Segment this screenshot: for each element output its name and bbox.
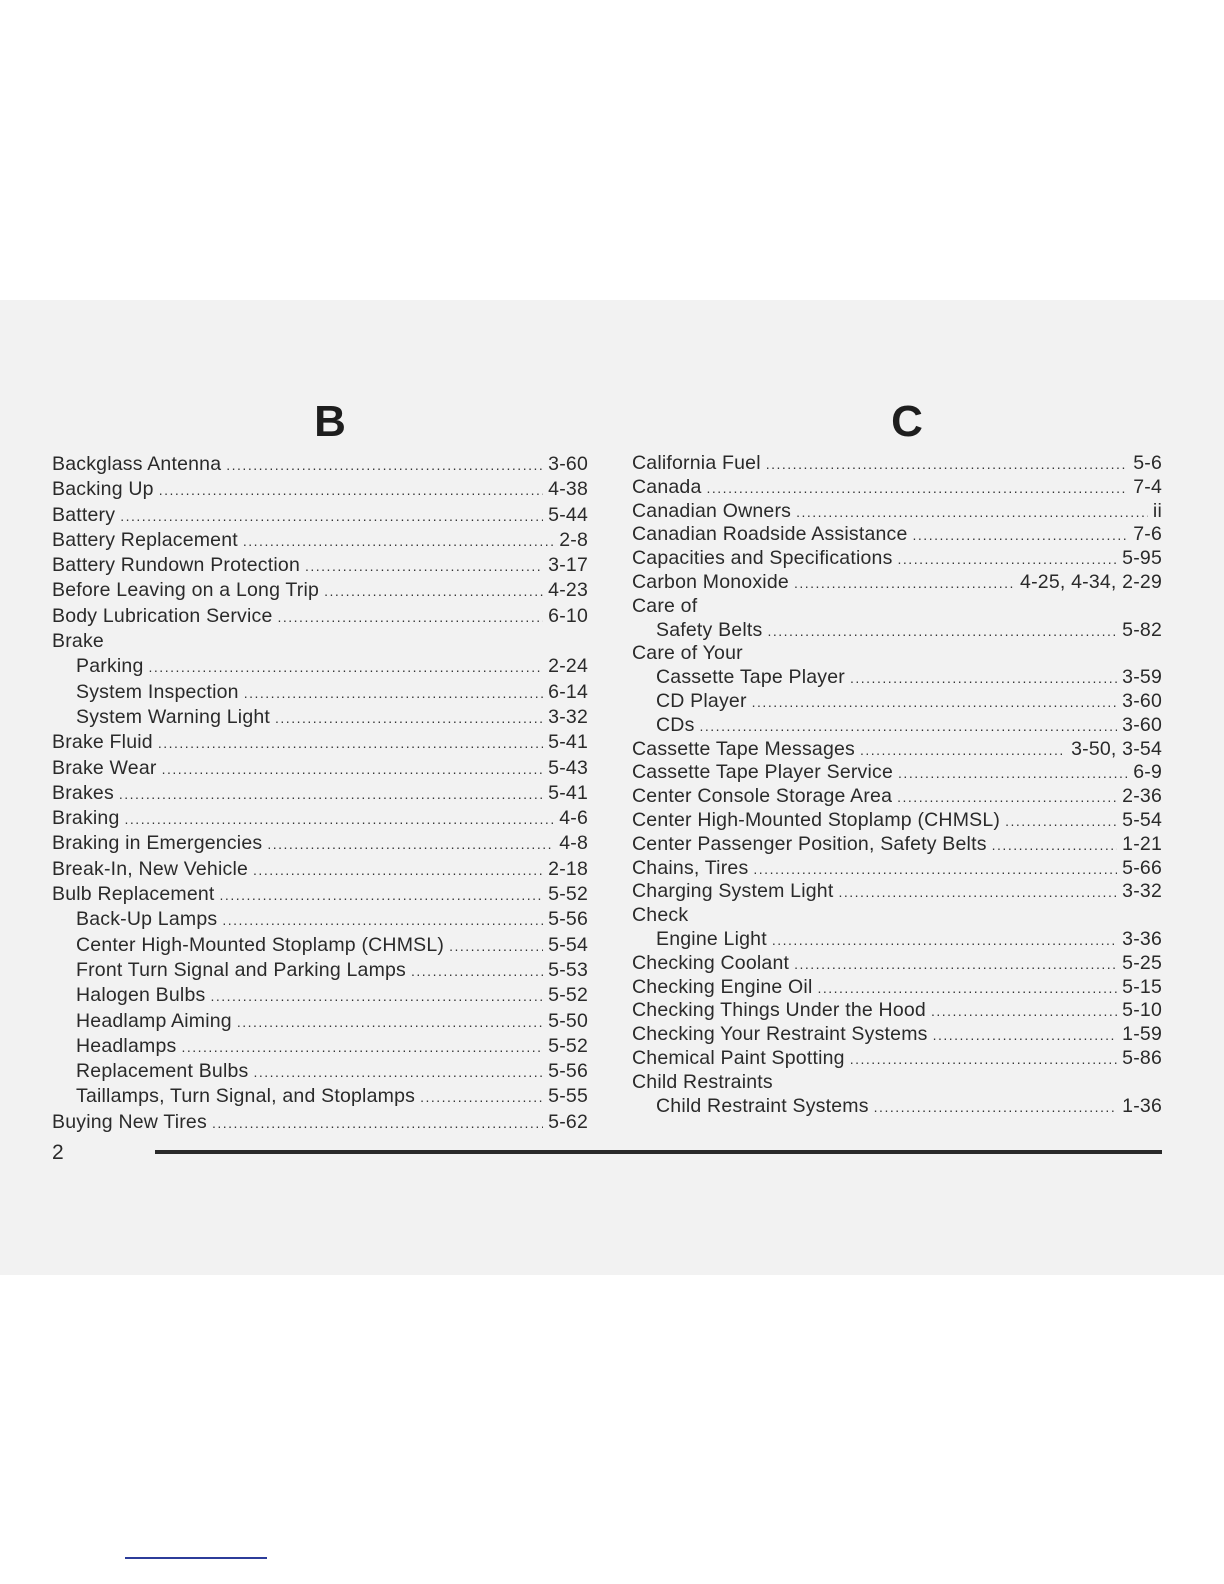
entry-page: 6-10 (548, 604, 588, 627)
index-entry[interactable] (52, 578, 588, 603)
dot-leader (766, 453, 1128, 477)
entry-text: Chemical Paint Spotting (632, 1046, 845, 1069)
entry-text: Battery (52, 503, 116, 526)
dot-leader (411, 959, 543, 984)
index-entry[interactable] (52, 503, 588, 528)
entry-text: Center High-Mounted Stoplamp (CHMSL) (76, 933, 445, 956)
dot-leader (222, 908, 543, 933)
index-subentry[interactable] (52, 1084, 588, 1109)
entry-page: 4-8 (559, 832, 588, 855)
section-letter-b: B (314, 397, 346, 446)
index-entry[interactable] (632, 857, 1162, 881)
index-entry[interactable] (632, 976, 1162, 1000)
entry-page: 5-15 (1122, 975, 1162, 998)
entry-page: 5-43 (548, 756, 588, 779)
entry-text: Halogen Bulbs (76, 984, 206, 1007)
entry-page: 4-25, 4-34, 2-29 (1020, 570, 1162, 593)
footer-rule (155, 1150, 1162, 1154)
index-subentry[interactable] (632, 690, 1162, 714)
index-heading (632, 595, 1162, 619)
entry-page: 4-38 (548, 478, 588, 501)
page-number: 2 (52, 1141, 64, 1164)
entry-page: 3-60 (1122, 713, 1162, 736)
entry-page: 3-17 (548, 554, 588, 577)
dot-leader (772, 929, 1117, 953)
entry-text: Parking (76, 655, 144, 678)
dot-leader (700, 715, 1118, 739)
entry-page: 3-59 (1122, 666, 1162, 689)
index-entry[interactable] (632, 880, 1162, 904)
index-heading (52, 629, 588, 654)
link-underline (125, 1557, 267, 1559)
dot-leader (898, 548, 1118, 572)
index-subentry[interactable] (52, 983, 588, 1008)
dot-leader (931, 1000, 1117, 1024)
entry-page: 3-50, 3-54 (1071, 737, 1162, 760)
dot-leader (752, 691, 1118, 715)
entry-page: 5-62 (548, 1110, 588, 1133)
entry-text: Braking (52, 807, 120, 830)
entry-page: 5-53 (548, 958, 588, 981)
dot-leader (212, 1111, 543, 1136)
index-entry[interactable] (632, 452, 1162, 476)
entry-page: 1-21 (1122, 832, 1162, 855)
index-entry[interactable] (632, 476, 1162, 500)
entry-text: Chains, Tires (632, 856, 749, 879)
entry-text: Taillamps, Turn Signal, and Stoplamps (76, 1085, 416, 1108)
index-entry[interactable] (52, 756, 588, 781)
entry-page: 4-6 (559, 807, 588, 830)
index-entry[interactable] (52, 477, 588, 502)
dot-leader (125, 807, 555, 832)
entry-text: Front Turn Signal and Parking Lamps (76, 958, 407, 981)
entry-page: 7-6 (1133, 523, 1162, 546)
entry-page: 5-52 (548, 1034, 588, 1057)
entry-page: 5-6 (1133, 452, 1162, 474)
entry-text: Brake Wear (52, 756, 157, 779)
entry-text: Buying New Tires (52, 1110, 207, 1133)
index-column-c (632, 397, 1162, 1118)
entry-page: ii (1152, 499, 1162, 522)
entry-text: Braking in Emergencies (52, 832, 263, 855)
index-subentry[interactable] (52, 1009, 588, 1034)
entry-page: 5-86 (1122, 1046, 1162, 1069)
index-entry[interactable] (632, 952, 1162, 976)
entry-text: Center Console Storage Area (632, 785, 893, 808)
entry-text: Child Restraint Systems (656, 1094, 869, 1117)
dot-leader (420, 1085, 543, 1110)
entry-page: 7-4 (1133, 475, 1162, 498)
entry-text: Cassette Tape Messages (632, 737, 855, 760)
entry-page: 2-36 (1122, 785, 1162, 808)
section-letter-c: C (891, 397, 923, 446)
dot-leader (119, 782, 543, 807)
entry-text: Carbon Monoxide (632, 570, 789, 593)
index-entry[interactable] (632, 999, 1162, 1023)
index-subentry[interactable] (52, 958, 588, 983)
entry-page: 3-32 (548, 705, 588, 728)
dot-leader (237, 1010, 543, 1035)
dot-leader (278, 605, 544, 630)
entry-page: 3-60 (1122, 689, 1162, 712)
entry-page: 5-50 (548, 1009, 588, 1032)
entry-text: Backglass Antenna (52, 453, 222, 475)
entry-page: 5-54 (548, 933, 588, 956)
index-column-b (52, 397, 588, 1135)
dot-leader (850, 1048, 1117, 1072)
dot-leader (860, 739, 1066, 763)
dot-leader (244, 681, 543, 706)
dot-leader (753, 858, 1117, 882)
entry-page: 2-24 (548, 655, 588, 678)
entry-text: Canadian Roadside Assistance (632, 523, 908, 546)
entry-text: Care of Your (632, 642, 743, 665)
entry-text: Canadian Owners (632, 499, 792, 522)
entry-list-b (52, 452, 588, 1135)
dot-leader (210, 984, 543, 1009)
dot-leader (796, 501, 1148, 525)
dot-leader (158, 731, 543, 756)
index-subentry[interactable] (52, 1059, 588, 1084)
entry-page: 5-56 (548, 1060, 588, 1083)
entry-text: CD Player (656, 689, 747, 712)
entry-page: 5-41 (548, 781, 588, 804)
entry-text: Cassette Tape Player Service (632, 761, 894, 784)
dot-leader (305, 554, 543, 579)
dot-leader (794, 953, 1117, 977)
entry-page: 3-60 (548, 453, 588, 475)
dot-leader (275, 706, 543, 731)
entry-page: 5-56 (548, 908, 588, 931)
dot-leader (253, 858, 543, 883)
dot-leader (794, 572, 1015, 596)
index-entry[interactable] (632, 500, 1162, 524)
dot-leader (254, 1060, 544, 1085)
dot-leader (226, 453, 543, 478)
index-subentry[interactable] (52, 680, 588, 705)
entry-page: 1-59 (1122, 1023, 1162, 1046)
entry-list-c (632, 452, 1162, 1118)
dot-leader (897, 786, 1117, 810)
index-subentry[interactable] (632, 666, 1162, 690)
index-subentry[interactable] (632, 928, 1162, 952)
entry-page: 2-18 (548, 857, 588, 880)
index-subentry[interactable] (632, 1095, 1162, 1119)
dot-leader (243, 529, 554, 554)
index-subentry[interactable] (632, 619, 1162, 643)
index-subentry[interactable] (52, 654, 588, 679)
index-subentry[interactable] (632, 714, 1162, 738)
index-entry[interactable] (632, 571, 1162, 595)
entry-text: Engine Light (656, 927, 767, 950)
entry-text: Backing Up (52, 478, 154, 501)
entry-page: 1-36 (1122, 1094, 1162, 1117)
index-entry[interactable] (52, 857, 588, 882)
dot-leader (707, 477, 1129, 501)
entry-text: Brakes (52, 781, 114, 804)
dot-leader (159, 478, 543, 503)
index-subentry[interactable] (52, 705, 588, 730)
dot-leader (120, 504, 543, 529)
entry-text: Headlamps (76, 1034, 177, 1057)
entry-text: System Inspection (76, 680, 239, 703)
entry-text: Capacities and Specifications (632, 547, 893, 570)
index-entry[interactable] (52, 604, 588, 629)
dot-leader (898, 762, 1128, 786)
index-entry[interactable] (632, 1047, 1162, 1071)
dot-leader (992, 834, 1118, 858)
entry-page: 6-14 (548, 680, 588, 703)
entry-text: Brake Fluid (52, 731, 153, 754)
entry-text: CDs (656, 713, 695, 736)
dot-leader (449, 934, 543, 959)
entry-text: Checking Coolant (632, 951, 790, 974)
index-entry[interactable] (632, 785, 1162, 809)
dot-leader (149, 655, 544, 680)
entry-text: Checking Your Restraint Systems (632, 1023, 928, 1046)
entry-page: 5-66 (1122, 856, 1162, 879)
dot-leader (324, 579, 543, 604)
index-entry[interactable] (52, 831, 588, 856)
entry-text: Battery Rundown Protection (52, 554, 300, 577)
dot-leader (267, 832, 554, 857)
entry-text: Charging System Light (632, 880, 834, 903)
dot-leader (838, 881, 1117, 905)
index-subentry[interactable] (52, 933, 588, 958)
entry-text: Before Leaving on a Long Trip (52, 579, 320, 602)
dot-leader (874, 1096, 1117, 1120)
index-entry[interactable] (632, 547, 1162, 571)
dot-leader (220, 883, 544, 908)
index-entry[interactable] (632, 833, 1162, 857)
entry-text: Replacement Bulbs (76, 1060, 249, 1083)
index-entry[interactable] (52, 781, 588, 806)
index-subentry[interactable] (52, 1034, 588, 1059)
entry-text: Checking Things Under the Hood (632, 999, 926, 1022)
entry-text: Checking Engine Oil (632, 975, 813, 998)
entry-text: California Fuel (632, 452, 761, 474)
entry-page: 5-82 (1122, 618, 1162, 641)
entry-text: Bulb Replacement (52, 883, 215, 906)
entry-text: Canada (632, 475, 702, 498)
dot-leader (1005, 810, 1117, 834)
entry-text: Safety Belts (656, 618, 763, 641)
index-entry[interactable] (632, 761, 1162, 785)
entry-page: 4-23 (548, 579, 588, 602)
dot-leader (767, 620, 1117, 644)
entry-text: Back-Up Lamps (76, 908, 218, 931)
entry-page: 5-95 (1122, 547, 1162, 570)
index-entry[interactable] (52, 730, 588, 755)
entry-text: Check (632, 904, 689, 927)
index-entry[interactable] (52, 806, 588, 831)
index-entry[interactable] (52, 882, 588, 907)
index-entry[interactable] (52, 452, 588, 477)
entry-text: Battery Replacement (52, 528, 238, 551)
entry-text: Break-In, New Vehicle (52, 857, 249, 880)
entry-page: 5-54 (1122, 808, 1162, 831)
entry-text: Cassette Tape Player (656, 666, 845, 689)
entry-page: 5-44 (548, 503, 588, 526)
dot-leader (181, 1035, 543, 1060)
index-heading (632, 1071, 1162, 1095)
index-entry[interactable] (52, 528, 588, 553)
index-subentry[interactable] (52, 907, 588, 932)
entry-page: 5-25 (1122, 951, 1162, 974)
dot-leader (933, 1024, 1118, 1048)
entry-text: Child Restraints (632, 1070, 773, 1093)
entry-text: Headlamp Aiming (76, 1009, 232, 1032)
entry-text: System Warning Light (76, 705, 271, 728)
entry-page: 3-32 (1122, 880, 1162, 903)
entry-page: 6-9 (1133, 761, 1162, 784)
index-entry[interactable] (52, 553, 588, 578)
entry-text: Center Passenger Position, Safety Belts (632, 832, 987, 855)
entry-text: Brake (52, 630, 104, 653)
entry-page: 2-8 (559, 528, 588, 551)
index-entry[interactable] (632, 1023, 1162, 1047)
entry-page: 5-52 (548, 883, 588, 906)
index-heading (632, 904, 1162, 928)
entry-page: 5-52 (548, 984, 588, 1007)
entry-page: 5-41 (548, 731, 588, 754)
entry-page: 3-36 (1122, 927, 1162, 950)
entry-page: 5-55 (548, 1085, 588, 1108)
entry-text: Body Lubrication Service (52, 604, 273, 627)
index-entry[interactable] (52, 1110, 588, 1135)
index-entry[interactable] (632, 738, 1162, 762)
dot-leader (817, 977, 1117, 1001)
entry-text: Center High-Mounted Stoplamp (CHMSL) (632, 808, 1001, 831)
entry-page: 5-10 (1122, 999, 1162, 1022)
dot-leader (913, 524, 1129, 548)
index-heading (632, 642, 1162, 666)
dot-leader (850, 667, 1117, 691)
entry-text: Care of (632, 594, 698, 617)
index-entry[interactable] (632, 809, 1162, 833)
dot-leader (162, 757, 544, 782)
index-entry[interactable] (632, 523, 1162, 547)
